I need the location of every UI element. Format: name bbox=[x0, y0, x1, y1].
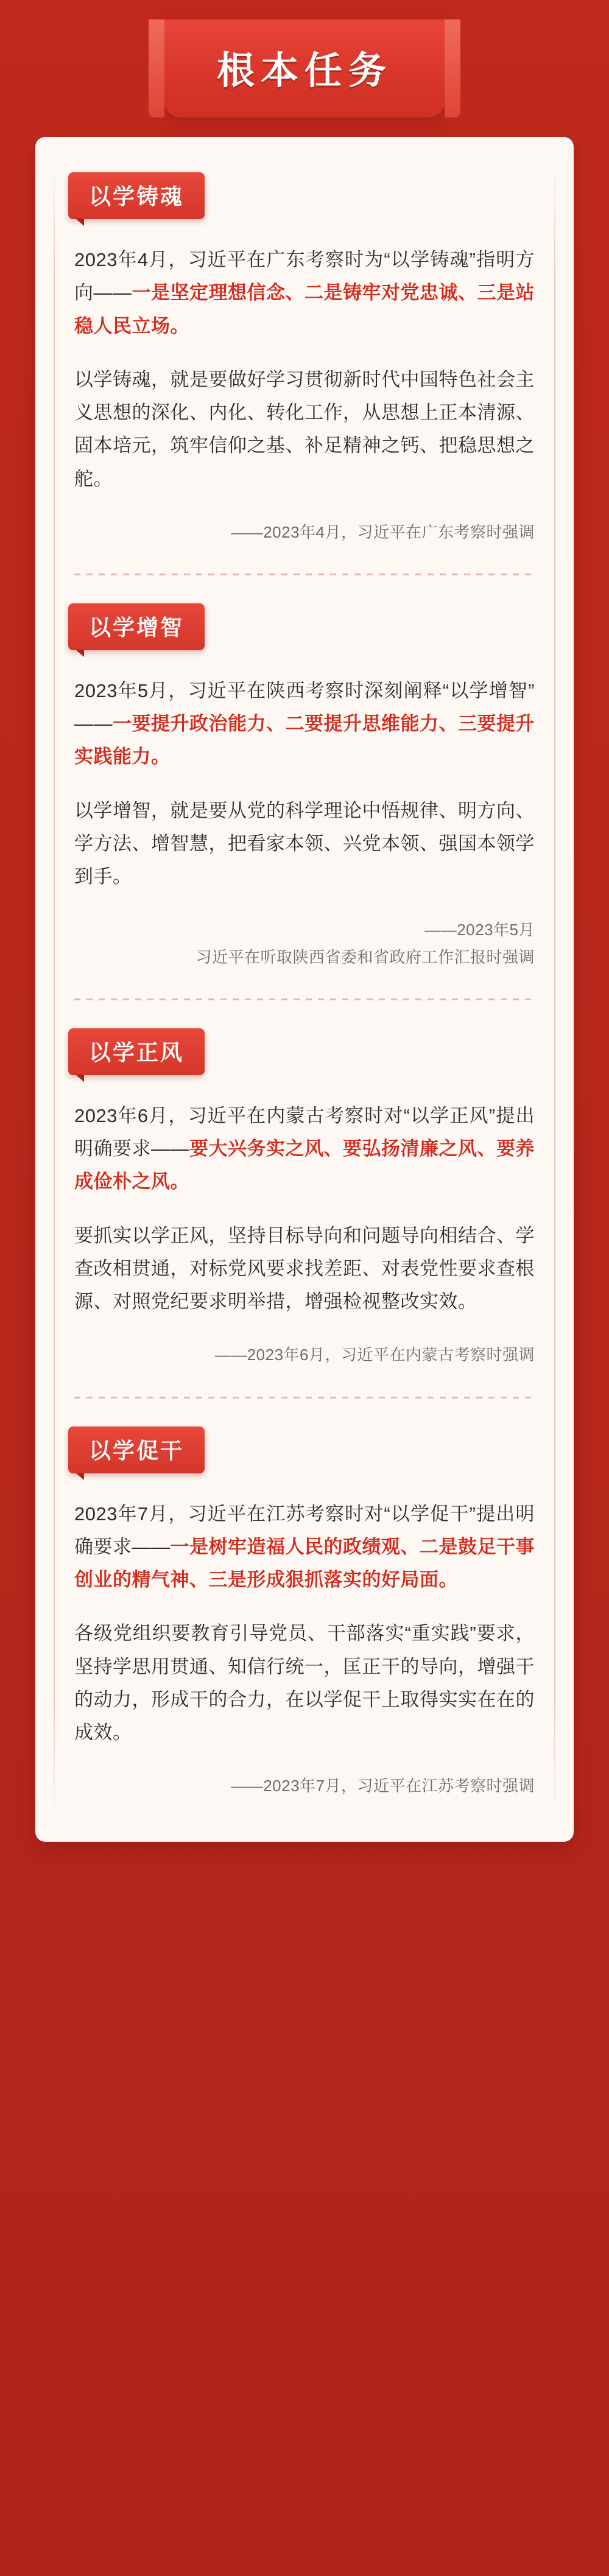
section-divider bbox=[74, 1397, 535, 1399]
paragraph-highlight-text: 一要提升政治能力、二要提升思维能力、三要提升实践能力。 bbox=[74, 713, 535, 768]
source-line-1: ——2023年6月，习近平在内蒙古考察时强调 bbox=[214, 1346, 535, 1364]
section-paragraph-lead bbox=[74, 1100, 535, 1199]
section-paragraph-body: 以学铸魂，就是要做好学习贯彻新时代中国特色社会主义思想的深化、内化、转化工作，从思想上正本清源、固本培元，筑牢信仰之基、补足精神之钙、把稳思想之舵。 bbox=[74, 368, 535, 490]
section-yixuezhengfeng bbox=[35, 1028, 574, 1369]
section-paragraph-body: 要抓实以学正风，坚持目标导向和问题导向相结合、学查改相贯通，对标党风要求找差距、对表党性要求查根源、对照党纪要求明举措，增强检视整改实效。 bbox=[74, 1224, 535, 1313]
paragraph-highlight-text: 要大兴务实之风、要弘扬清廉之风、要养成俭朴之风。 bbox=[74, 1138, 535, 1193]
section-paragraph-body: 各级党组织要教育引导党员、干部落实“重实践”要求，坚持学思用贯通、知信行统一，匡正干的导向，增强干的动力，形成干的合力，在以学促干上取得实实在在的成效。 bbox=[74, 1623, 535, 1743]
section-paragraph-lead bbox=[74, 675, 535, 774]
section-tag: 以学增智 bbox=[68, 603, 205, 650]
poster-header bbox=[0, 0, 609, 137]
section-yixuecugan bbox=[35, 1427, 574, 1800]
paragraph-lead-text: 2023年7月，习近平在江苏考察时对“以学促干”提出明确要求—— bbox=[74, 1503, 535, 1557]
section-tag: 以学促干 bbox=[68, 1427, 205, 1473]
section-divider bbox=[74, 998, 535, 1000]
header-plaque bbox=[164, 19, 445, 118]
section-source bbox=[74, 519, 535, 546]
section-source bbox=[74, 1341, 535, 1368]
section-yixuezhuhun bbox=[35, 172, 574, 546]
section-source bbox=[74, 916, 535, 970]
section-tag: 以学正风 bbox=[68, 1028, 205, 1075]
paragraph-highlight-text: 一是坚定理想信念、二是铸牢对党忠诚、三是站稳人民立场。 bbox=[74, 282, 535, 337]
source-line-1: ——2023年4月，习近平在广东考察时强调 bbox=[231, 522, 535, 541]
content-card bbox=[35, 137, 574, 1842]
paragraph-lead-text: 2023年6月，习近平在内蒙古考察时对“以学正风”提出明确要求—— bbox=[74, 1104, 535, 1160]
section-yixuezengzhi bbox=[35, 603, 574, 970]
source-line-2: 习近平在听取陕西省委和省政府工作汇报时强调 bbox=[195, 947, 535, 966]
section-paragraph-body: 以学增智，就是要从党的科学理论中悟规律、明方向、学方法、增智慧，把看家本领、兴党本领、强国本领学到手。 bbox=[74, 799, 535, 888]
paragraph-highlight-text: 一是树牢造福人民的政绩观、二是鼓足干事创业的精气神、三是形成狠抓落实的好局面。 bbox=[74, 1535, 535, 1590]
paragraph-lead-text: 2023年5月，习近平在陕西考察时深刻阐释“以学增智”—— bbox=[74, 679, 535, 735]
page-title: 根本任务 bbox=[216, 50, 392, 92]
section-tag: 以学铸魂 bbox=[68, 172, 205, 219]
source-line-1: ——2023年5月 bbox=[424, 921, 535, 939]
section-divider bbox=[74, 574, 535, 575]
paragraph-lead-text: 2023年4月，习近平在广东考察时为“以学铸魂”指明方向—— bbox=[74, 249, 535, 304]
section-paragraph-lead bbox=[74, 1498, 535, 1597]
source-line-1: ——2023年7月，习近平在江苏考察时强调 bbox=[231, 1777, 535, 1795]
section-source bbox=[74, 1772, 535, 1799]
section-paragraph-lead bbox=[74, 244, 535, 343]
